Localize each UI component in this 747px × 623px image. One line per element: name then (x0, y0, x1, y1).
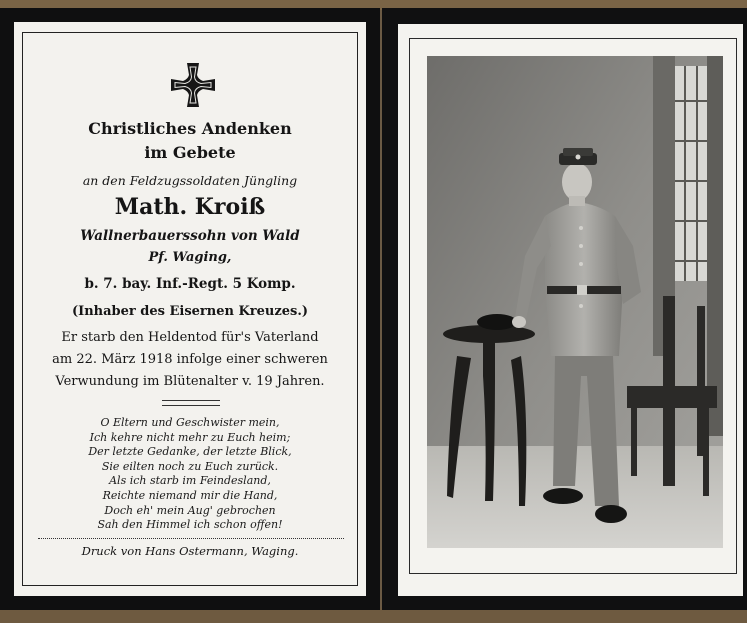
death-line-2: am 22. März 1918 infolge einer schweren (52, 352, 328, 367)
deceased-name: Math. Kroiß (114, 194, 266, 220)
memorial-card-text-panel (0, 8, 380, 610)
poem-line: Der letzte Gedanke, der letzte Blick, (88, 445, 292, 459)
dotted-divider (38, 538, 344, 539)
iron-cross-icon (170, 62, 216, 108)
unit-line: b. 7. bay. Inf.-Regt. 5 Komp. (84, 276, 296, 292)
title-line-1: Christliches Andenken (88, 119, 292, 138)
poem-line: O Eltern und Geschwister mein, (100, 416, 280, 429)
poem-line: Sie eilten noch zu Euch zurück. (101, 459, 279, 473)
soldier-portrait-photo (427, 56, 723, 548)
death-line-1: Er starb den Heldentod für's Vaterland (61, 330, 319, 345)
printer-credit: Druck von Hans Ostermann, Waging. (81, 544, 299, 558)
poem-line: Doch eh' mein Aug' gebrochen (104, 503, 276, 517)
poem-line: Ich kehre nicht mehr zu Euch heim; (89, 430, 291, 444)
memorial-card-photo-panel (382, 8, 747, 610)
table-surface-bottom (0, 608, 747, 623)
memorial-poem (14, 416, 366, 533)
poem-line: Reichte niemand mir die Hand, (102, 488, 278, 502)
occupation-line: Wallnerbauerssohn von Wald (80, 228, 300, 244)
death-line-3: Verwundung im Blütenalter v. 19 Jahren. (55, 374, 325, 389)
award-line: (Inhaber des Eisernen Kreuzes.) (71, 304, 308, 319)
title-line-2: im Gebete (144, 143, 236, 162)
divider-rule (162, 405, 220, 406)
parish-line: Pf. Waging, (148, 250, 232, 265)
poem-line: Sah den Himmel ich schon offen! (97, 518, 283, 532)
intro-line: an den Feldzugssoldaten Jüngling (82, 173, 298, 188)
divider-rule (162, 400, 220, 401)
poem-line: Als ich starb im Feindesland, (109, 474, 271, 488)
card-paper (14, 22, 366, 596)
